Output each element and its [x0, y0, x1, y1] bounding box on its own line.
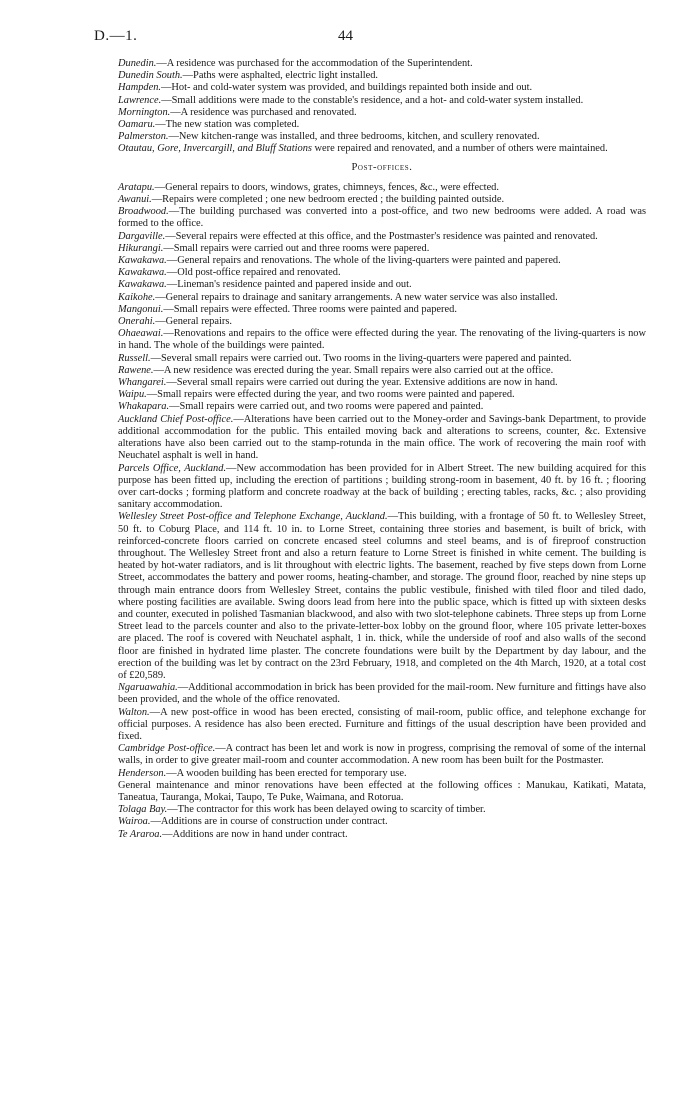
entry-paragraph — [118, 82, 646, 94]
entry-heading: Dunedin South. — [118, 70, 183, 82]
entry-heading: Otautau, Gore, Invercargill, and Bluff Stations — [118, 143, 312, 155]
entry-text: —Small repairs were carried out, and two rooms were papered and painted. — [169, 401, 484, 413]
entry-heading: Whangarei. — [118, 377, 167, 389]
entry-paragraph — [118, 353, 646, 365]
entry-paragraph — [118, 316, 646, 328]
entry-text: General maintenance and minor renovations have been effected at the following offices : Manukau, Katikati, Matata, Taneatua, Tauranga, Mokai, Taupo, Te Puke, Waimana, and Rotorua. — [118, 779, 646, 803]
entry-paragraph — [118, 279, 646, 291]
entry-heading: Hampden. — [118, 82, 161, 94]
entry-text: —The contractor for this work has been delayed owing to scarcity of timber. — [167, 804, 486, 816]
entry-paragraph — [118, 328, 646, 352]
entry-heading: Tolaga Bay. — [118, 804, 168, 816]
entry-heading: Dargaville. — [118, 230, 166, 242]
document-reference: D.—1. — [94, 28, 138, 44]
entry-text: —General repairs to drainage and sanitary arrangements. A new water service was also installed. — [155, 291, 558, 303]
entry-paragraph — [118, 365, 646, 377]
entry-heading: Broadwood. — [118, 206, 169, 218]
entry-heading: Dunedin. — [118, 58, 157, 69]
entry-text: —Old post-office repaired and renovated. — [166, 267, 341, 279]
entry-text: —Small repairs were carried out and three rooms were papered. — [163, 242, 430, 254]
entry-heading: Henderson. — [118, 767, 167, 779]
entry-heading: Onerahi. — [118, 316, 156, 328]
entry-heading: Kaikohe. — [118, 291, 156, 303]
entry-text: —A new residence was erected during the year. Small repairs were also carried out at the office. — [153, 364, 554, 376]
entry-paragraph — [118, 70, 646, 82]
entry-text: —The building purchased was converted into a post-office, and two new bedrooms were added. A road was formed to the office. — [118, 206, 646, 230]
entry-heading: Palmerston. — [118, 131, 169, 143]
entry-heading: Parcels Office, Auckland. — [118, 462, 227, 474]
entry-text: —Several small repairs were carried out. Two rooms in the living-quarters were papered and painted. — [150, 352, 572, 364]
entry-text: —Several small repairs were carried out during the year. Extensive additions are now in hand. — [166, 377, 558, 389]
entry-paragraph — [118, 829, 646, 841]
entry-text: —General repairs to doors, windows, grates, chimneys, fences, &c., were effected. — [154, 181, 499, 193]
entry-paragraph — [118, 143, 646, 155]
entry-paragraph — [118, 107, 646, 119]
entry-text: —Paths were asphalted, electric light installed. — [182, 70, 378, 82]
entry-heading: Lawrence. — [118, 94, 162, 106]
entry-paragraph — [118, 401, 646, 413]
entry-text: were repaired and renovated, and a number of others were maintained. — [311, 143, 608, 155]
entry-heading: Kawakawa. — [118, 255, 167, 267]
entry-text: —Renovations and repairs to the office were effected during the year. The renovating of the living-quarters is now in hand. The whole of the buildings were painted. — [118, 328, 646, 352]
entry-text: —Additional accommodation in brick has been provided for the mail-room. New furniture and fittings have also been provided, and the whole of the office renovated. — [118, 682, 646, 706]
entry-paragraph — [118, 243, 646, 255]
entry-heading: Russell. — [118, 352, 151, 364]
entry-heading: Mornington. — [118, 106, 171, 118]
entry-heading: Ngaruawahia. — [118, 682, 178, 694]
entry-text: —Several repairs were effected at this office, and the Postmaster's residence was painted and renovated. — [165, 230, 598, 242]
entry-paragraph — [118, 682, 646, 706]
entry-paragraph — [118, 768, 646, 780]
entry-paragraph — [118, 707, 646, 744]
entry-text: —Lineman's residence painted and papered inside and out. — [166, 279, 412, 291]
entry-text: —New kitchen-range was installed, and three bedrooms, kitchen, and scullery renovated. — [168, 131, 540, 143]
entry-heading: Walton. — [118, 706, 150, 718]
entry-heading: Mangonui. — [118, 303, 164, 315]
entry-text: —Small additions were made to the constable's residence, and a hot- and cold-water system installed. — [161, 94, 584, 106]
entry-paragraph — [118, 804, 646, 816]
entry-paragraph — [118, 414, 646, 463]
entry-heading: Kawakawa. — [118, 267, 167, 279]
entry-text: —Hot- and cold-water system was provided, and buildings repainted both inside and out. — [161, 82, 533, 94]
entry-paragraph — [118, 58, 646, 70]
entry-paragraph — [118, 255, 646, 267]
entry-heading: Whakapara. — [118, 401, 170, 413]
page-body — [118, 58, 646, 841]
entry-paragraph — [118, 194, 646, 206]
entry-heading: Wairoa. — [118, 816, 151, 828]
page-header — [94, 30, 646, 46]
entry-paragraph — [118, 131, 646, 143]
entry-heading: Rawene. — [118, 364, 154, 376]
top-entries — [118, 58, 646, 156]
entry-paragraph — [118, 816, 646, 828]
entry-text: —New accommodation has been provided for in Albert Street. The new building acquired for this purpose has been fitted up, including the erection of partitions ; building strong-room in basement, 40 ft. by 16 ft. ; flooring over cart-docks ; forming platform and concrete roadway at the back of building ; erecting tables, racks, &c. ; also providing sanitary accommodation. — [118, 462, 646, 511]
entry-text: —Additions are now in hand under contract. — [162, 828, 348, 840]
entry-paragraph — [118, 463, 646, 512]
entry-heading: Ohaeawai. — [118, 328, 164, 340]
entry-text: —Additions are in course of construction under contract. — [150, 816, 388, 828]
entry-heading: Oamaru. — [118, 119, 156, 131]
entry-text: —Alterations have been carried out to the Money-order and Savings-bank Department, to provide additional accommodation for the public. This entailed moving back and alterations to screens, counter, &c. Extensive alterations have also been carried out to the stamp-rotunda in the main office. The work of recovering the main roof with Neuchatel asphalt is well in hand. — [118, 413, 646, 462]
entry-text: —The new station was completed. — [155, 119, 300, 131]
entry-text: —General repairs and renovations. The whole of the living-quarters were painted and papered. — [166, 255, 561, 267]
entry-heading: Te Araroa. — [118, 828, 163, 840]
entry-paragraph — [118, 267, 646, 279]
entry-paragraph — [118, 182, 646, 194]
entry-heading: Aratapu. — [118, 181, 155, 193]
entry-text: —General repairs. — [155, 316, 232, 328]
entry-paragraph — [118, 780, 646, 804]
entry-paragraph — [118, 304, 646, 316]
entry-heading: Auckland Chief Post-office. — [118, 413, 234, 425]
entry-paragraph — [118, 95, 646, 107]
entry-text: —A residence was purchased and renovated. — [170, 106, 357, 118]
entry-paragraph — [118, 377, 646, 389]
entry-paragraph — [118, 511, 646, 682]
entry-paragraph — [118, 292, 646, 304]
entry-text: —Repairs were completed ; one new bedroom erected ; the building painted outside. — [151, 194, 505, 206]
entry-heading: Cambridge Post-office. — [118, 743, 216, 755]
entry-heading: Kawakawa. — [118, 279, 167, 291]
entry-text: —A wooden building has been erected for temporary use. — [166, 767, 407, 779]
entry-paragraph — [118, 389, 646, 401]
entry-paragraph — [118, 231, 646, 243]
entry-paragraph — [118, 119, 646, 131]
section-title: Post-offices. — [351, 161, 413, 173]
entry-text: —This building, with a frontage of 50 ft. to Wellesley Street, 50 ft. to Coburg Place, and 114 ft. 10 in. to Lorne Street, containing three stories and basement, is built of brick, with reinforced-concrete floors carried on concrete encased steel columns and steel beams, and is of fireproof construction throughout. The Wellesley Street front and also a return feature to Lorne Street is finished in white cement. The building is heated by hot-water radiators, and is lit throughout with electric lights. The basement, reached by five steps down from Lorne Street, accommodates the battery and power rooms, heating-chamber, and storage. The ground floor, reached by nine steps up through main entrance doors from Wellesley Street, contains the public vestibule, finished with tiled floor and tiled dado, where posting facilities are available. Swing doors lead from here into the public space, which is fitted up with sixteen desks and counter, executed in polished Tasmanian blackwood, and also with two slot-telephone cabinets. Three steps up from Lorne Street lead to the parcels counter and also to the private-letter-box lobby on the ground floor, where 105 private letter-boxes are placed. The roof is covered with Neuchatel asphalt, 1 in. thick, while the underside of roof and also walls of the second floor are finished in hydrated lime plaster. The concrete foundations were built by the Department by day labour, and the erection of the building was let by contract on the 23rd February, 1918, and completed on the 4th March, 1920, at a total cost of £20,589. — [118, 511, 646, 681]
entry-heading: Wellesley Street Post-office and Telephone Exchange, Auckland. — [118, 511, 388, 523]
entry-text: —A contract has been let and work is now in progress, comprising the removal of some of the internal walls, in order to give greater mail-room and counter accommodation. A new room has been built for the Postmaster. — [118, 743, 647, 767]
entry-heading: Waipu. — [118, 389, 147, 401]
entry-paragraph — [118, 206, 646, 230]
entry-paragraph — [118, 743, 646, 767]
entry-heading: Awanui. — [118, 194, 152, 206]
entry-text: —Small repairs were effected during the year, and two rooms were painted and papered. — [146, 389, 515, 401]
post-office-entries — [118, 182, 646, 841]
page-number: 44 — [338, 28, 353, 44]
entry-heading: Hikurangi. — [118, 242, 164, 254]
entry-text: —A residence was purchased for the accommodation of the Superintendent. — [156, 58, 473, 69]
entry-text: —Small repairs were effected. Three rooms were painted and papered. — [163, 303, 457, 315]
entry-text: —A new post-office in wood has been erected, consisting of mail-room, public office, and telephone exchange for official purposes. A residence has also been erected. Furniture and fittings of the usual description have been provided and fixed. — [118, 706, 646, 742]
